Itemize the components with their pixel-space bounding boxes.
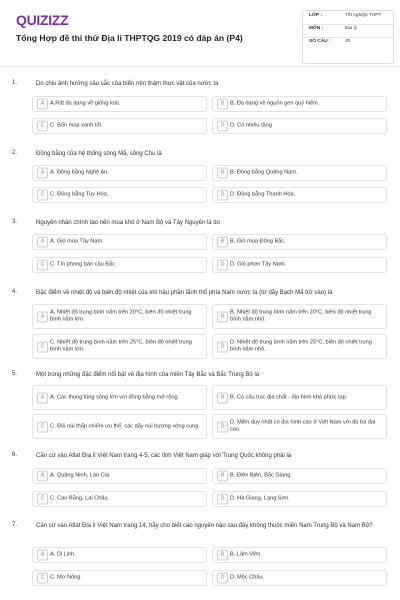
option-letter-badge: A xyxy=(37,311,48,322)
option-d[interactable] xyxy=(212,118,387,134)
option-text: A.Rất đa dạng về giống loài. xyxy=(50,100,121,107)
quizizz-logo: QUIZIZZ xyxy=(16,12,69,28)
option-letter-badge: D xyxy=(217,190,228,201)
option-text: A. Đồng bằng Nghệ An. xyxy=(50,169,109,176)
option-letter-badge: C xyxy=(37,341,48,352)
option-c[interactable] xyxy=(32,414,207,439)
question-number: 2. xyxy=(12,150,18,156)
option-a[interactable] xyxy=(32,468,207,484)
option-text: A. Các thung lũng sông lớn với đồng bằng mở rộng. xyxy=(50,393,180,400)
option-text: D. Miền duy nhất có địa hình cao ở Việt Nam với đủ ba đai cao. xyxy=(230,419,376,433)
option-b[interactable] xyxy=(212,96,387,112)
question-number: 5. xyxy=(12,371,18,377)
option-b[interactable] xyxy=(212,234,387,250)
option-a[interactable] xyxy=(32,547,207,563)
meta-row-question-count xyxy=(303,37,393,50)
option-d[interactable] xyxy=(212,257,387,273)
option-letter-badge: A xyxy=(37,168,48,179)
option-letter-badge: C xyxy=(37,121,48,132)
option-text: C. Tín phong bán cầu Bắc. xyxy=(50,261,117,268)
option-letter-badge: A xyxy=(37,392,48,403)
option-b[interactable] xyxy=(212,547,387,563)
option-c[interactable] xyxy=(32,570,207,586)
option-letter-badge: A xyxy=(37,550,48,561)
option-letter-badge: C xyxy=(37,573,48,584)
option-text: B. Nhiệt độ trung bình năm trên 20°C, biên độ nhiệt trung bình năm nhỏ. xyxy=(230,309,372,323)
option-b[interactable] xyxy=(212,165,387,181)
option-letter-badge: D xyxy=(217,573,228,584)
option-letter-badge: B xyxy=(217,392,228,403)
option-c[interactable] xyxy=(32,118,207,134)
option-text: D. Nhiệt độ trung bình năm trên 25°C, biên độ nhiệt trung bình năm nhỏ. xyxy=(230,339,372,353)
option-text: D. Mộc Châu. xyxy=(230,574,265,581)
question-text: Nguyên nhân chính tạo nên mùa khô ở Nam Bộ và Tây Nguyên là do xyxy=(36,220,220,226)
option-b[interactable] xyxy=(212,304,387,329)
option-text: A. Di Linh. xyxy=(50,551,76,558)
option-a[interactable] xyxy=(32,165,207,181)
option-letter-badge: B xyxy=(217,168,228,179)
option-d[interactable] xyxy=(212,491,387,507)
header-divider xyxy=(0,66,400,67)
meta-value: 40 xyxy=(345,39,351,44)
option-letter-badge: D xyxy=(217,121,228,132)
option-d[interactable] xyxy=(212,414,387,439)
question-number: 1. xyxy=(12,80,18,86)
option-text: B. Đồng bằng Quảng Nam. xyxy=(230,169,298,176)
option-a[interactable] xyxy=(32,96,207,112)
option-c[interactable] xyxy=(32,491,207,507)
option-letter-badge: D xyxy=(217,421,228,432)
question-text: Đặc điểm về nhiệt độ và biên độ nhiệt của khí hậu phần lãnh thổ phía Nam nước ta (từ dãy Bạch Mã trở vào) là xyxy=(36,290,333,296)
meta-info-box xyxy=(302,10,394,64)
option-text: B. Gió mùa Đông Bắc. xyxy=(230,238,286,245)
option-text: C. Đồi núi thấp chiếm ưu thế, các dãy núi hướng vòng cung. xyxy=(50,422,200,429)
option-text: B. Lâm Viên. xyxy=(230,551,262,558)
option-c[interactable] xyxy=(32,257,207,273)
option-text: A. Quảng Ninh, Lào Cai. xyxy=(50,472,111,479)
question-text: Do chịu ảnh hưởng sâu sắc của biển nên thảm thực vật của nước ta xyxy=(36,81,219,87)
question-text: Căn cứ vào Atlat Địa lí Việt Nam trang 4-5, các tỉnh Việt Nam giáp với Trung Quốc không phải là xyxy=(36,453,292,459)
option-text: C. Mơ Nông. xyxy=(50,574,82,581)
question-number: 7. xyxy=(12,522,18,528)
option-text: D. Gió phơn Tây Nam. xyxy=(230,261,287,268)
option-d[interactable] xyxy=(212,187,387,203)
option-a[interactable] xyxy=(32,304,207,329)
option-letter-badge: B xyxy=(217,311,228,322)
option-text: D. Hà Giang, Lạng Sơn. xyxy=(230,495,290,502)
option-text: D. Có nhiều tầng xyxy=(230,122,272,129)
meta-row-class xyxy=(303,11,393,25)
question-text: Đồng bằng của hệ thống sông Mã, sông Chu là xyxy=(36,151,162,157)
option-letter-badge: D xyxy=(217,260,228,271)
option-letter-badge: D xyxy=(217,341,228,352)
meta-value: Tốt nghiệp THPT xyxy=(345,13,382,18)
option-text: B. Đa dạng về nguồn gen quý hiếm. xyxy=(230,100,320,107)
option-c[interactable] xyxy=(32,187,207,203)
option-letter-badge: A xyxy=(37,471,48,482)
option-a[interactable] xyxy=(32,385,207,410)
option-text: B. Có cấu trúc địa chất - địa hình khá phức tạp. xyxy=(230,393,348,400)
option-text: C. Bốn mùa xanh tốt. xyxy=(50,122,103,129)
meta-value: Địa lý xyxy=(345,26,357,31)
option-text: B. Điện Biên, Bắc Giang. xyxy=(230,472,292,479)
option-d[interactable] xyxy=(212,334,387,359)
option-letter-badge: D xyxy=(217,494,228,505)
worksheet-header xyxy=(12,10,388,68)
option-letter-badge: C xyxy=(37,260,48,271)
meta-label: MÔN : xyxy=(309,26,324,31)
meta-row-subject xyxy=(303,24,393,38)
option-letter-badge: A xyxy=(37,99,48,110)
option-text: D. Đồng bằng Thanh Hóa. xyxy=(230,191,296,198)
option-letter-badge: C xyxy=(37,421,48,432)
option-text: A. Nhiệt độ trung bình năm trên 20°C, biên độ nhiệt trung bình năm lớn. xyxy=(50,309,192,323)
option-text: A. Gió mùa Tây Nam. xyxy=(50,238,104,245)
option-d[interactable] xyxy=(212,570,387,586)
option-letter-badge: B xyxy=(217,99,228,110)
question-number: 6. xyxy=(12,452,18,458)
option-letter-badge: B xyxy=(217,237,228,248)
meta-label: SỐ CÂU : xyxy=(309,39,331,44)
option-letter-badge: C xyxy=(37,494,48,505)
option-letter-badge: A xyxy=(37,237,48,248)
option-text: C. Đồng bằng Tuy Hòa. xyxy=(50,191,109,198)
option-b[interactable] xyxy=(212,468,387,484)
meta-label: LỚP : xyxy=(309,13,323,18)
option-text: C. Nhiệt độ trung bình năm trên 25°C, biên độ nhiệt trung bình năm lớn. xyxy=(50,339,192,353)
option-text: C. Cao Bằng, Lai Châu. xyxy=(50,495,110,502)
option-letter-badge: B xyxy=(217,550,228,561)
document-title: Tổng Hợp đề thi thử Địa lí THPTQG 2019 có đáp án (P4) xyxy=(16,33,243,43)
option-c[interactable] xyxy=(32,334,207,359)
option-a[interactable] xyxy=(32,234,207,250)
option-letter-badge: C xyxy=(37,190,48,201)
question-text: Căn cứ vào Atlat Địa lí Việt Nam trang 14, hãy cho biết cao nguyên nào sau đây không thuộc miền Nam Trung Bộ và Nam Bộ? xyxy=(36,523,373,529)
option-b[interactable] xyxy=(212,385,387,410)
question-number: 4. xyxy=(12,289,18,295)
option-letter-badge: B xyxy=(217,471,228,482)
question-number: 3. xyxy=(12,219,18,225)
question-text: Một trong những đặc điểm nổi bật về địa hình của miền Tây Bắc và Bắc Trung Bộ là xyxy=(36,372,260,378)
